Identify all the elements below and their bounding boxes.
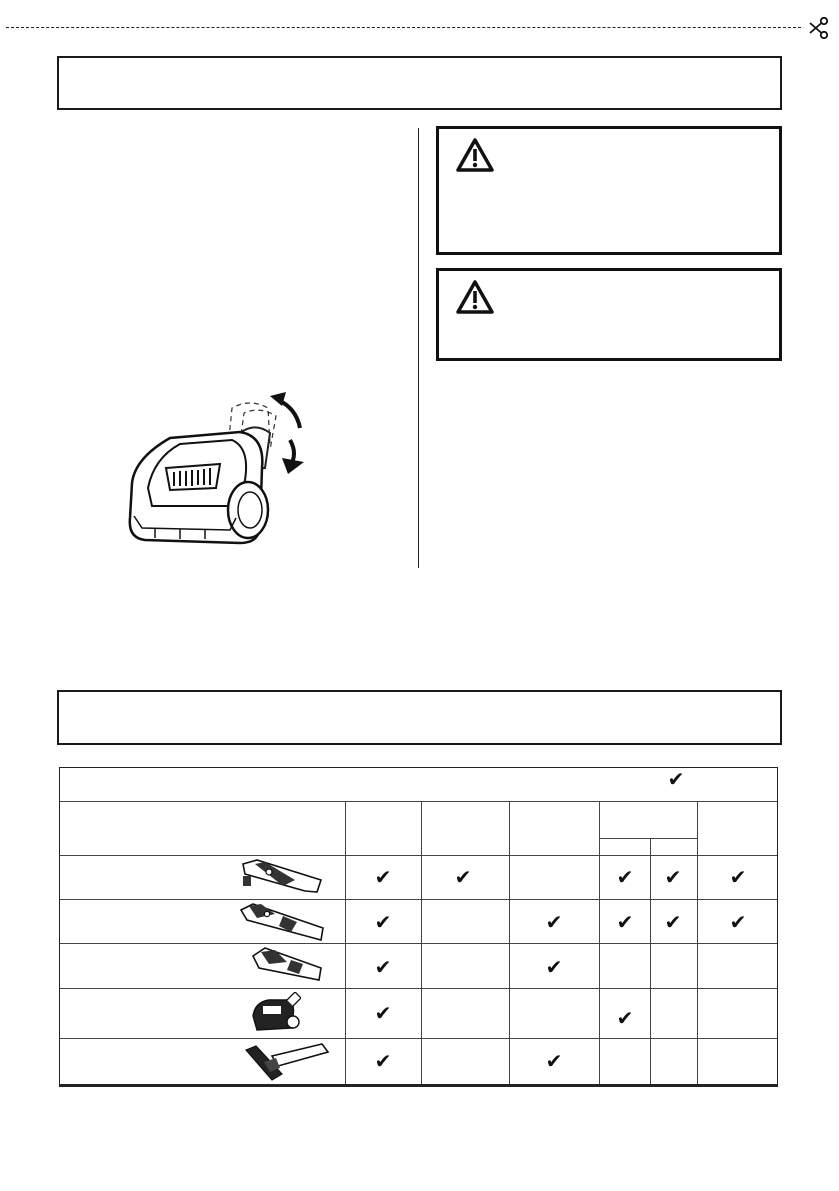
check-mark <box>661 1003 685 1025</box>
section-header-box-lower <box>57 690 782 745</box>
table-rule <box>60 988 777 989</box>
check-mark: ✔ <box>374 1003 392 1025</box>
rotation-arrows-icon <box>270 392 304 474</box>
crevice-tool-icon <box>235 858 325 896</box>
table-rule <box>60 1038 777 1039</box>
mini-turbo-brush-icon <box>249 992 301 1036</box>
dusting-tool-icon <box>235 902 327 942</box>
table-rule <box>60 801 777 802</box>
check-mark: ✔ <box>545 1051 563 1073</box>
check-mark: ✔ <box>374 912 392 934</box>
check-mark <box>542 1003 566 1025</box>
check-mark <box>726 957 750 979</box>
warning-box-2 <box>436 268 782 361</box>
table-rule <box>697 801 698 1084</box>
check-mark: ✔ <box>616 1008 634 1030</box>
turbo-brush-nozzle-illustration <box>110 388 325 553</box>
check-mark <box>661 1051 685 1073</box>
check-mark <box>726 1051 750 1073</box>
floor-nozzle-icon <box>242 1040 332 1082</box>
check-mark: ✔ <box>545 912 563 934</box>
column-divider <box>418 128 419 568</box>
check-mark: ✔ <box>729 912 747 934</box>
check-mark: ✔ <box>454 867 472 889</box>
scissors-icon <box>807 16 831 40</box>
check-mark: ✔ <box>374 1051 392 1073</box>
cut-line <box>0 16 839 40</box>
check-mark <box>451 912 475 934</box>
check-mark <box>451 957 475 979</box>
table-rule <box>599 801 600 1084</box>
table-rule <box>60 943 777 944</box>
dashed-cut-line <box>6 27 801 28</box>
legend-check-mark: ✔ <box>667 769 685 791</box>
check-mark: ✔ <box>664 912 682 934</box>
table-rule <box>509 801 510 1084</box>
section-header-box-upper <box>57 56 782 110</box>
check-mark <box>542 867 566 889</box>
table-rule <box>599 838 697 839</box>
check-mark <box>661 957 685 979</box>
table-rule <box>60 855 777 856</box>
table-rule <box>421 801 422 1084</box>
check-mark <box>451 1003 475 1025</box>
warning-box-1 <box>436 126 782 255</box>
check-mark: ✔ <box>616 912 634 934</box>
check-mark <box>613 957 637 979</box>
warning-triangle-icon <box>455 137 495 173</box>
check-mark: ✔ <box>374 867 392 889</box>
check-mark <box>726 1003 750 1025</box>
small-nozzle-icon <box>249 946 325 984</box>
table-rule <box>650 838 651 1084</box>
warning-triangle-icon <box>455 279 495 315</box>
check-mark: ✔ <box>616 867 634 889</box>
check-mark: ✔ <box>664 867 682 889</box>
table-rule <box>345 801 346 1084</box>
check-mark <box>451 1051 475 1073</box>
accessory-compatibility-table <box>59 767 778 1087</box>
check-mark: ✔ <box>545 957 563 979</box>
table-rule <box>60 899 777 900</box>
check-mark: ✔ <box>729 867 747 889</box>
check-mark: ✔ <box>374 957 392 979</box>
check-mark <box>613 1051 637 1073</box>
